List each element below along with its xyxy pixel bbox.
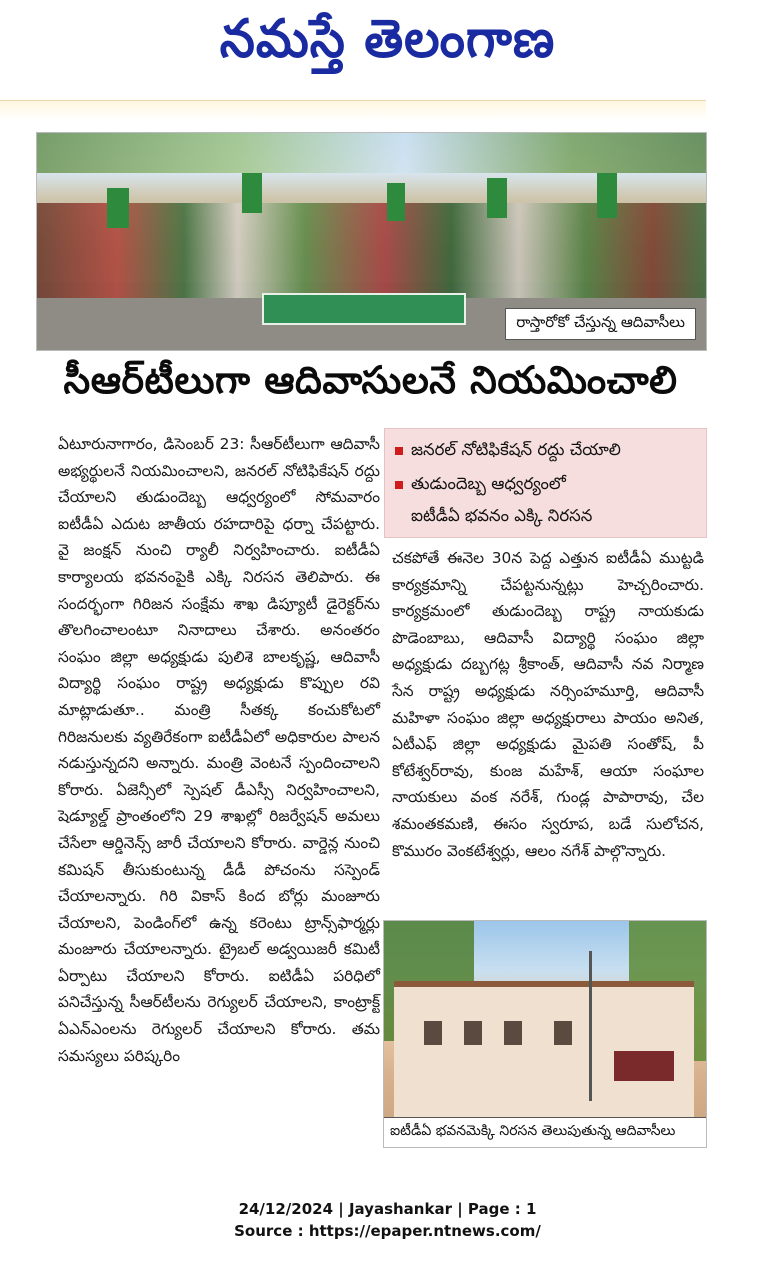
footer-source-line: Source : https://epaper.ntnews.com/ (234, 1222, 541, 1240)
bullet-icon (395, 481, 403, 489)
footer-date-line: 24/12/2024 | Jayashankar | Page : 1 (238, 1200, 537, 1218)
photo-caption-top: రాస్తారోకో చేస్తున్న ఆదివాసీలు (505, 308, 696, 340)
footer (0, 1198, 775, 1242)
highlight-item: తుడుందెబ్బ ఆధ్వర్యంలో (395, 471, 566, 497)
masthead-logo: నమస్తే తెలంగాణ (219, 8, 556, 70)
highlight-item: జనరల్ నోటిఫికేషన్ రద్దు చేయాలి (395, 437, 621, 463)
highlights-box (384, 428, 707, 538)
bullet-icon (395, 447, 403, 455)
protest-photo (36, 132, 707, 351)
masthead-divider (0, 100, 706, 121)
article-column-2 (392, 545, 704, 864)
highlight-item-continued: ఐటీడీఏ భవనం ఎక్కి నిరసన (411, 506, 593, 525)
building-protest-photo (383, 920, 707, 1148)
masthead (0, 0, 775, 100)
article-text-1: ఏటూరునాగారం, డిసెంబర్ 23: సీఆర్‌టీలుగా ఆదివాసీ అభ్యర్థులనే నియమించాలని, జనరల్ నోటిఫికేషన్ రద్దు చేయాలని తుడుందెబ్బ ఆధ్వర్యంలో సోమవారం ఐటీడీఏ ఎదుట జాతీయ రహదారిపై ధర్నా చేపట్టారు. వై జంక్షన్ నుంచి ర్యాలీ నిర్వహించారు. ఐటీడీఏ కార్యాలయ భవనంపైకి ఎక్కి నిరసన తెలిపారు. ఈ సందర్భంగా గిరిజన సంక్షేమ శాఖ డిప్యూటీ డైరెక్టర్‌ను తొలగించాలంటూ నినాదాలు చేశారు. అనంతరం సంఘం జిల్లా అధ్యక్షుడు పులిశె బాలకృష్ణ, ఆదివాసీ విద్యార్థి సంఘం రాష్ట్ర అధ్యక్షుడు కొప్పుల రవి మాట్లాడుతూ.. మంత్రి సీతక్క కంచుకోటలో గిరిజనులకు వ్యతిరేకంగా ఐటీడీఏలో అధికారుల పాలన నడుస్తున్నదని అన్నారు. మంత్రి వెంటనే స్పందించాలని కోరారు. ఏజెన్సీలో స్పెషల్ డీఎస్సీ నిర్వహించాలని, షెడ్యూల్డ్ ప్రాంతంలోని 29 శాఖల్లో రిజర్వేషన్ అమలు చేసేలా ఆర్డినెన్స్ జారీ చేయాలని కోరారు. వార్డెన్ల నుంచి కమిషన్ తీసుకుంటున్న డీడీ పోచంను సస్పెండ్ చేయాలన్నారు. గిరి వికాస్ కింద బోర్లు మంజూరు చేయాలని, పెండింగ్‌లో ఉన్న కరెంటు ట్రాన్స్‌ఫార్మర్లు మంజూరు చేయాలన్నారు. ట్రైబల్ అడ్వయిజరీ కమిటీ ఏర్పాటు చేయాలని కోరారు. ఐటిడీఏ పరిధిలో పనిచేస్తున్న సీఆర్‌టీలను రెగ్యులర్ చేయాలని, కాంట్రాక్ట్ ఏఎన్‌ఎంలను రెగ్యులర్ చేయాలని కోరారు. తమ సమస్యలు పరిష్కరిం (58, 435, 380, 1065)
article-column-1 (58, 431, 380, 1069)
photo-caption-bottom: ఐటీడీఏ భవనమెక్కి నిరసన తెలుపుతున్న ఆదివాసీలు (384, 1117, 706, 1147)
headline: సీఆర్‌టీలుగా ఆదివాసులనే నియమించాలి (63, 358, 678, 402)
article-text-2: చకపోతే ఈనెల 30న పెద్ద ఎత్తున ఐటీడీఏ ముట్టడి కార్యక్రమాన్ని చేపట్టనున్నట్లు హెచ్చరించారు. కార్యక్రమంలో తుడుందెబ్బ రాష్ట్ర నాయకుడు పొడెంబాబు, ఆదివాసీ విద్యార్థి సంఘం జిల్లా అధ్యక్షుడు దబ్బగట్ల శ్రీకాంత్, ఆదివాసీ నవ నిర్మాణ సేన రాష్ట్ర అధ్యక్షుడు నర్సింహమూర్తి, ఆదివాసీ మహిళా సంఘం జిల్లా అధ్యక్షురాలు పాయం అనిత, ఏటీఎఫ్ జిల్లా అధ్యక్షుడు మైపతి సంతోష్, పీ కోటేశ్వర్‌రావు, కుంజ మహేశ్, ఆయా సంఘాల నాయకులు వంక నరేశ్, గుండ్ల పాపారావు, చేల శమంతకమణి, ఈసం స్వరూప, బడే సులోచన, కొమురం వెంకటేశ్వర్లు, ఆలం నగేశ్ పాల్గొన్నారు. (392, 549, 704, 860)
